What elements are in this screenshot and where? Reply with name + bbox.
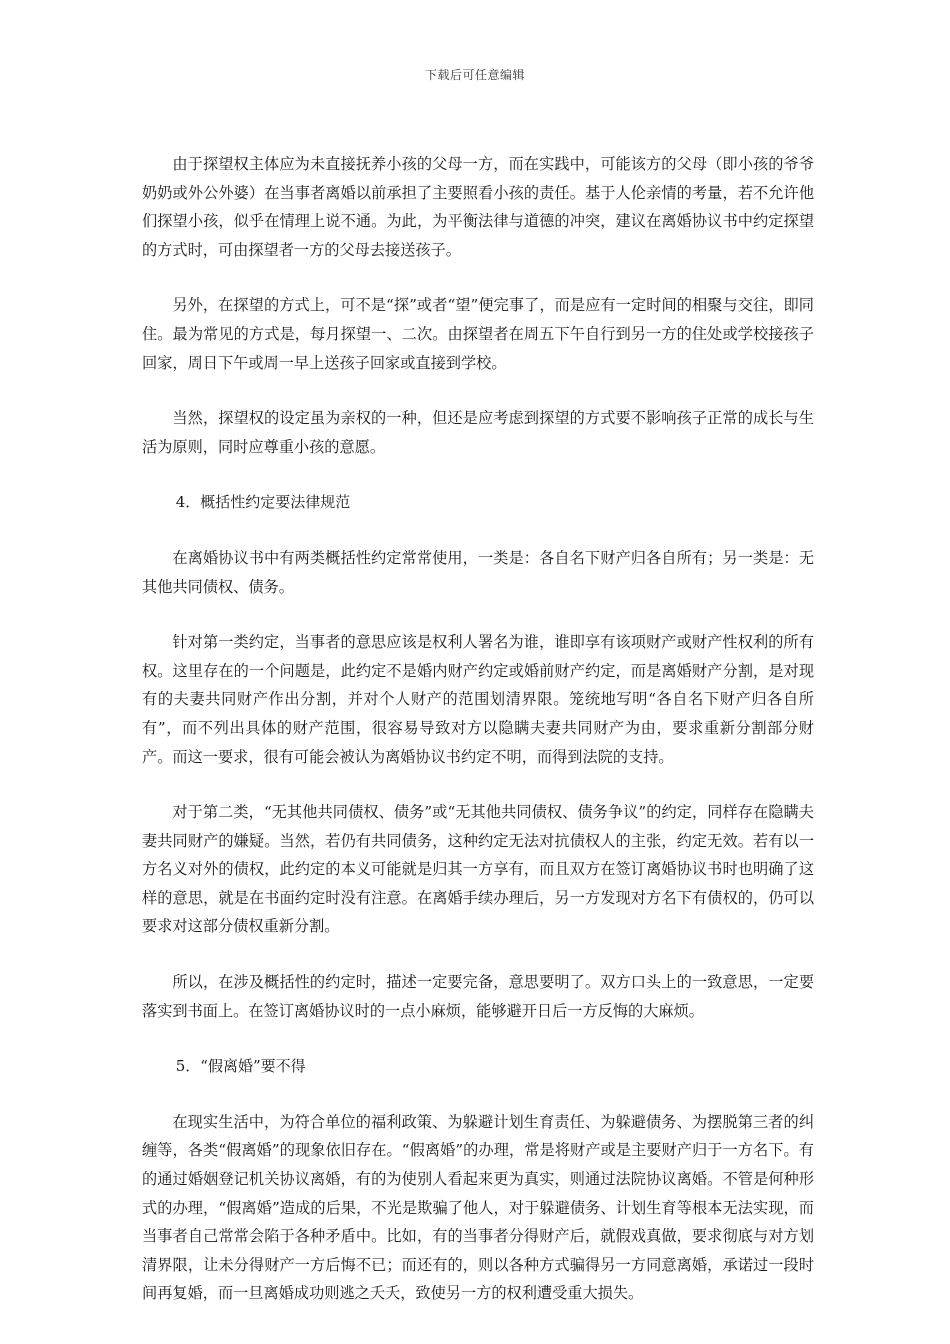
document-body (142, 150, 814, 1308)
paragraph: 对于第二类，“无其他共同债权、债务”或“无其他共同债权、债务争议”的约定，同样存在隐瞒夫妻共同财产的嫌疑。当然，若仍有共同债务，这种约定无法对抗债权人的主张，约定无效。若有以一方名义对外的债权，此约定的本义可能就是归其一方享有，而且双方在签订离婚协议书时也明确了这样的意思，就是在书面约定时没有注意。在离婚手续办理后，另一方发现对方名下有债权的，仍可以要求对这部分债权重新分割。 (142, 803, 814, 936)
section-heading: 5．“假离婚”要不得 (175, 1057, 306, 1076)
paragraph: 由于探望权主体应为未直接抚养小孩的父母一方，而在实践中，可能该方的父母（即小孩的爷爷奶奶或外公外婆）在当事者离婚以前承担了主要照看小孩的责任。基于人伦亲情的考量，若不允许他们探望小孩，似乎在情理上说不通。为此，为平衡法律与道德的冲突，建议在离婚协议书中约定探望的方式时，可由探望者一方的父母去接送孩子。 (142, 155, 814, 259)
paragraph: 针对第一类约定，当事者的意思应该是权利人署名为谁，谁即享有该项财产或财产性权利的所有权。这里存在的一个问题是，此约定不是婚内财产约定或婚前财产约定，而是离婚财产分割，是对现有的夫妻共同财产作出分割，并对个人财产的范围划清界限。笼统地写明“各自名下财产归各自所有”，而不列出具体的财产范围，很容易导致对方以隐瞒夫妻共同财产为由，要求重新分割部分财产。而这一要求，很有可能会被认为离婚协议书约定不明，而得到法院的支持。 (142, 633, 814, 766)
page-header: 下载后可任意编辑 (424, 68, 525, 82)
paragraph: 在离婚协议书中有两类概括性约定常常使用，一类是：各自名下财产归各自所有；另一类是：无其他共同债权、债务。 (142, 548, 814, 596)
paragraph: 所以，在涉及概括性的约定时，描述一定要完备，意思要明了。双方口头上的一致意思，一定要落实到书面上。在签订离婚协议时的一点小麻烦，能够避开日后一方反悔的大麻烦。 (142, 973, 814, 1020)
section-heading: 4．概括性约定要法律规范 (175, 493, 351, 512)
paragraph: 当然，探望权的设定虽为亲权的一种，但还是应考虑到探望的方式要不影响孩子正常的成长与生活为原则，同时应尊重小孩的意愿。 (142, 409, 814, 456)
paragraph: 在现实生活中，为符合单位的福利政策、为躲避计划生育责任、为躲避债务、为摆脱第三者的纠缠等，各类“假离婚”的现象依旧存在。“假离婚”的办理，常是将财产或是主要财产归于一方名下。有的通过婚姻登记机关协议离婚，有的为使别人看起来更为真实，则通过法院协议离婚。不管是何种形式的办理，“假离婚”造成的后果，不光是欺骗了他人，对于躲避债务、计划生育等根本无法实现，而当事者自己常常会陷于各种矛盾中。比如，有的当事者分得财产后，就假戏真做，要求彻底与对方划清界限，让未分得财产一方后悔不已；而还有的，则以各种方式骗得另一方同意离婚，承诺过一段时间再复婚，而一旦离婚成功则逃之夭夭，致使另一方的权利遭受重大损失。 (142, 1112, 814, 1303)
paragraph: 另外，在探望的方式上，可不是“探”或者“望”便完事了，而是应有一定时间的相聚与交往，即同住。最为常见的方式是，每月探望一、二次。由探望者在周五下午自行到另一方的住处或学校接孩子回家，周日下午或周一早上送孩子回家或直接到学校。 (142, 296, 814, 372)
